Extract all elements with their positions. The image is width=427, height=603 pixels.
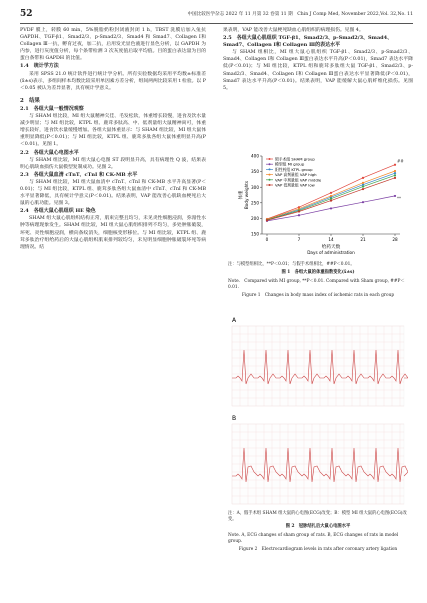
fig2-note-cn: 注：A，假手术组 SHAM 组大鼠的心电图(ECG)改变；B：模型 MI 组大鼠的心电图(ECG)改变。 <box>228 511 407 522</box>
section-2-2-title: 2.2 各组大鼠心电图水平 <box>20 149 79 156</box>
data-point <box>298 214 300 216</box>
he-conclusion-paragraph: 果表明，VAP 能改善大鼠梗死缺血心肌组织的病理损伤。见图 4。 <box>223 28 364 33</box>
data-point <box>362 188 364 190</box>
legend-label: 假手术组 SHAM group <box>275 156 315 162</box>
section-2-title: 2 结果 <box>20 97 40 104</box>
left-column <box>20 27 206 251</box>
data-point <box>394 177 396 179</box>
data-point <box>266 219 268 221</box>
ecg-paragraph: 与 SHAM 组比较，MI 组大鼠心电图 ST 段明显升高，具有病理性 Q 波，结果表明心肌缺血损伤大鼠模型复制成功。见图 2。 <box>20 157 206 170</box>
data-point <box>362 184 364 186</box>
header-rule <box>20 23 413 24</box>
statistics-paragraph: 采用 SPSS 21.0 统计软件进行统计学分析。所有实验数据均采用平均数±标准差(x̄±s)表示，多组间样本均数比较采用单因素方差分析，组间两两比较采用 t 检验。以 P＜0.05 被认为差异显著，具有统计学意义。 <box>20 71 206 91</box>
body-weight-line-chart <box>228 150 408 260</box>
data-point <box>330 198 332 200</box>
fig2-title-cn: 图 2 冠脉结扎后大鼠心电图水平 <box>285 524 351 529</box>
data-point <box>298 208 300 210</box>
data-point <box>362 201 364 203</box>
data-point <box>394 164 396 166</box>
section-2-1-title: 2.1 各组大鼠一般情况观察 <box>20 105 84 112</box>
fig2-title-en: Figure 2 Electrocardiogram levels in rats after coronary artery ligation <box>238 547 398 552</box>
fig1-note-cn: 注：与模型组相比，**P＜0.01；与假手术组相比，##P＜0.01。 <box>228 262 355 267</box>
y-tick-label: 250 <box>251 200 259 206</box>
ecg-figure <box>228 312 408 507</box>
x-axis-label-en: Days of administration <box>307 250 355 255</box>
section-2-5-title: 2.5 各组大鼠心肌组织 TGF-β1、Smad2/3、p-Smad2/3、Smad4、Smad7、Collagen Ⅰ和 Collagen Ⅲ的表达水平 <box>223 35 393 49</box>
general-observation-paragraph: 与 SHAM 组比较，MI 组大鼠精神欠佳、毛发松软，体重增长较慢，进食及饮水量减少明显；与 MI 组比较，KTPL 组、鹿茸多肽高、中、低剂量组大鼠精神尚可，体重增长较好，进食饮水量缓慢增加。各组大鼠体重显示：与 SHAM 组比较，MI 组大鼠体重明显降低(P＜0.01)；与 MI 组比较，KTPL 组、鹿茸多肽各组大鼠体重明显升高(P＜0.01)。见图 1。 <box>20 114 206 148</box>
x-tick-label: 7 <box>297 237 301 242</box>
data-point <box>330 207 332 209</box>
data-point <box>362 185 364 187</box>
y-tick-label: 200 <box>251 216 259 221</box>
legend-marker <box>269 184 271 186</box>
legend-marker <box>269 163 271 165</box>
data-point <box>362 177 364 179</box>
he-staining-paragraph: SHAM 组大鼠心肌组织结构正常，肌束完整且均匀，未见炎性细胞浸润，弥漫性水肿等病理现象发生。SHAM 组比较，MI 组大鼠心肌组织排列不均匀，多处肿胀破裂，坏死、炎性细胞浸润，横向条纹消失，细胞核变形移位。与 MI 组比较，KTPL 组、鹿茸多肽治疗组给药后的大鼠心肌组织肌束排列较均匀，未见明显细胞肿胀破裂坏死等病理情况。结 <box>20 216 206 250</box>
x-tick-label: 14 <box>328 237 334 242</box>
ecg-panel-a-label: A <box>232 317 237 324</box>
legend-label: VAP 低剂量组 VAP low <box>275 182 315 188</box>
section-2-4-title: 2.4 各组大鼠心肌组织 HE 染色 <box>20 208 96 215</box>
data-point <box>298 210 300 212</box>
data-point <box>394 170 396 172</box>
data-point <box>330 195 332 197</box>
fig2-note-en: Note. A, ECG changes of sham group of rats. B, ECG changes of rats in model group. <box>228 533 399 544</box>
running-header <box>20 10 413 22</box>
page-number: 52 <box>20 9 33 19</box>
data-point <box>330 200 332 202</box>
x-tick-label: 28 <box>392 237 398 242</box>
y-tick-label: 400 <box>251 153 259 159</box>
section-2-3-title: 2.3 各组大鼠血清 cTnT、cTnI 和 CK-MB 水平 <box>20 171 138 178</box>
methods-paragraph: PVDF 膜上，转膜 60 min，5%脱脂奶粉封闭液封闭 1 h，TBST 洗膜后加入兔抗 GAPDH、TGF-β1、Smad2/3、p-Smad2/3、Smad4 和 Smad7、Collagen Ⅰ和 Collagen Ⅲ一抗，孵育过夜，加二抗，后用发光显色液进行显色分析，以 GAPDH 为内参，进行灰度值分析，每个条带检测 3 次灰度值后取平均值。目的蛋白表达量为目的蛋白条带和 GAPDH 的比值。 <box>20 28 206 62</box>
x-axis-label-cn: 给药天数 <box>321 245 341 250</box>
data-point <box>394 174 396 176</box>
y-tick-label: 300 <box>251 184 259 190</box>
journal-line: 中国比较医学杂志 2022 年 11 月第 32 卷第 11 期 Chin J Comp Med, November 2022,Vol. 32,No. 11 <box>187 12 413 17</box>
data-point <box>362 182 364 184</box>
section-1-4-title: 1.4 统计学方法 <box>20 63 59 70</box>
y-axis-label-cn: 体重 <box>239 190 244 200</box>
fig1-note-en: Note. Compared with MI group, **P＜0.01. Compared with Sham group, ##P＜0.01. <box>228 279 405 290</box>
legend-label: VAP 中剂量组 VAP middle <box>275 177 322 183</box>
significance-annotation: ** <box>397 195 401 201</box>
x-tick-label: 21 <box>360 237 366 242</box>
legend-marker <box>269 179 271 181</box>
fig1-title-cn: 图 1 各组大鼠的体重指数变化(x̄±s) <box>281 270 355 275</box>
right-column <box>223 27 413 92</box>
y-tick-label: 350 <box>251 169 259 175</box>
data-point <box>330 192 332 194</box>
legend-label: 阳性药组 KTPL group <box>275 166 313 172</box>
legend-marker <box>269 158 271 160</box>
data-point <box>394 195 396 197</box>
ecg-panel-b-label: B <box>232 415 237 422</box>
fig1-title-en: Figure 1 Changes in body mass index of ischemic rats in each group <box>241 293 395 298</box>
y-tick-label: 150 <box>251 231 259 237</box>
legend-marker <box>269 174 271 176</box>
legend-label: VAP 高剂量组 VAP high <box>275 172 317 178</box>
significance-annotation: ## <box>397 158 404 164</box>
legend-marker <box>269 168 271 170</box>
x-tick-label: 0 <box>265 237 269 242</box>
data-point <box>394 172 396 174</box>
serum-paragraph: 与 SHAM 组比较，MI 组大鼠血清中 cTnT、cTnI 和 CK-MB 水平升高显著(P＜0.01)；与 MI 组比较，KTPL 组、鹿茸多肽各组大鼠血清中 cTnT、cTnI 和 CK-MB 水平显著降低，具有统计学意义(P＜0.01)。结果表明，VAP 能改善心肌缺血梗死后大鼠的心肌功能。见图 3。 <box>20 179 206 207</box>
protein-expression-paragraph: 与 SHAM 组相比，MI 组大鼠心肌组织 TGF-β1、Smad2/3、p-Smad2/3、Smad4、Collagen Ⅰ和 Collagen Ⅲ蛋白表达水平升高(P＜0.01)，Smad7 表达水平降低(P＜0.01)；与 MI 组比较，KTPL 组和鹿茸多肽组大鼠 TGF-β1、Smad2/3、p-Smad2/3、Smad4、Collagen Ⅰ和 Collagen Ⅲ蛋白表达水平显著降低(P＜0.01)，Smad7 表达水平升高(P＜0.01)。结果表明，VAP 能缓解大鼠心肌纤维化损伤。见图 5。 <box>223 50 413 91</box>
legend-label: 模型组 MI group <box>275 161 305 167</box>
y-axis-label-en: Body weights <box>244 180 249 210</box>
